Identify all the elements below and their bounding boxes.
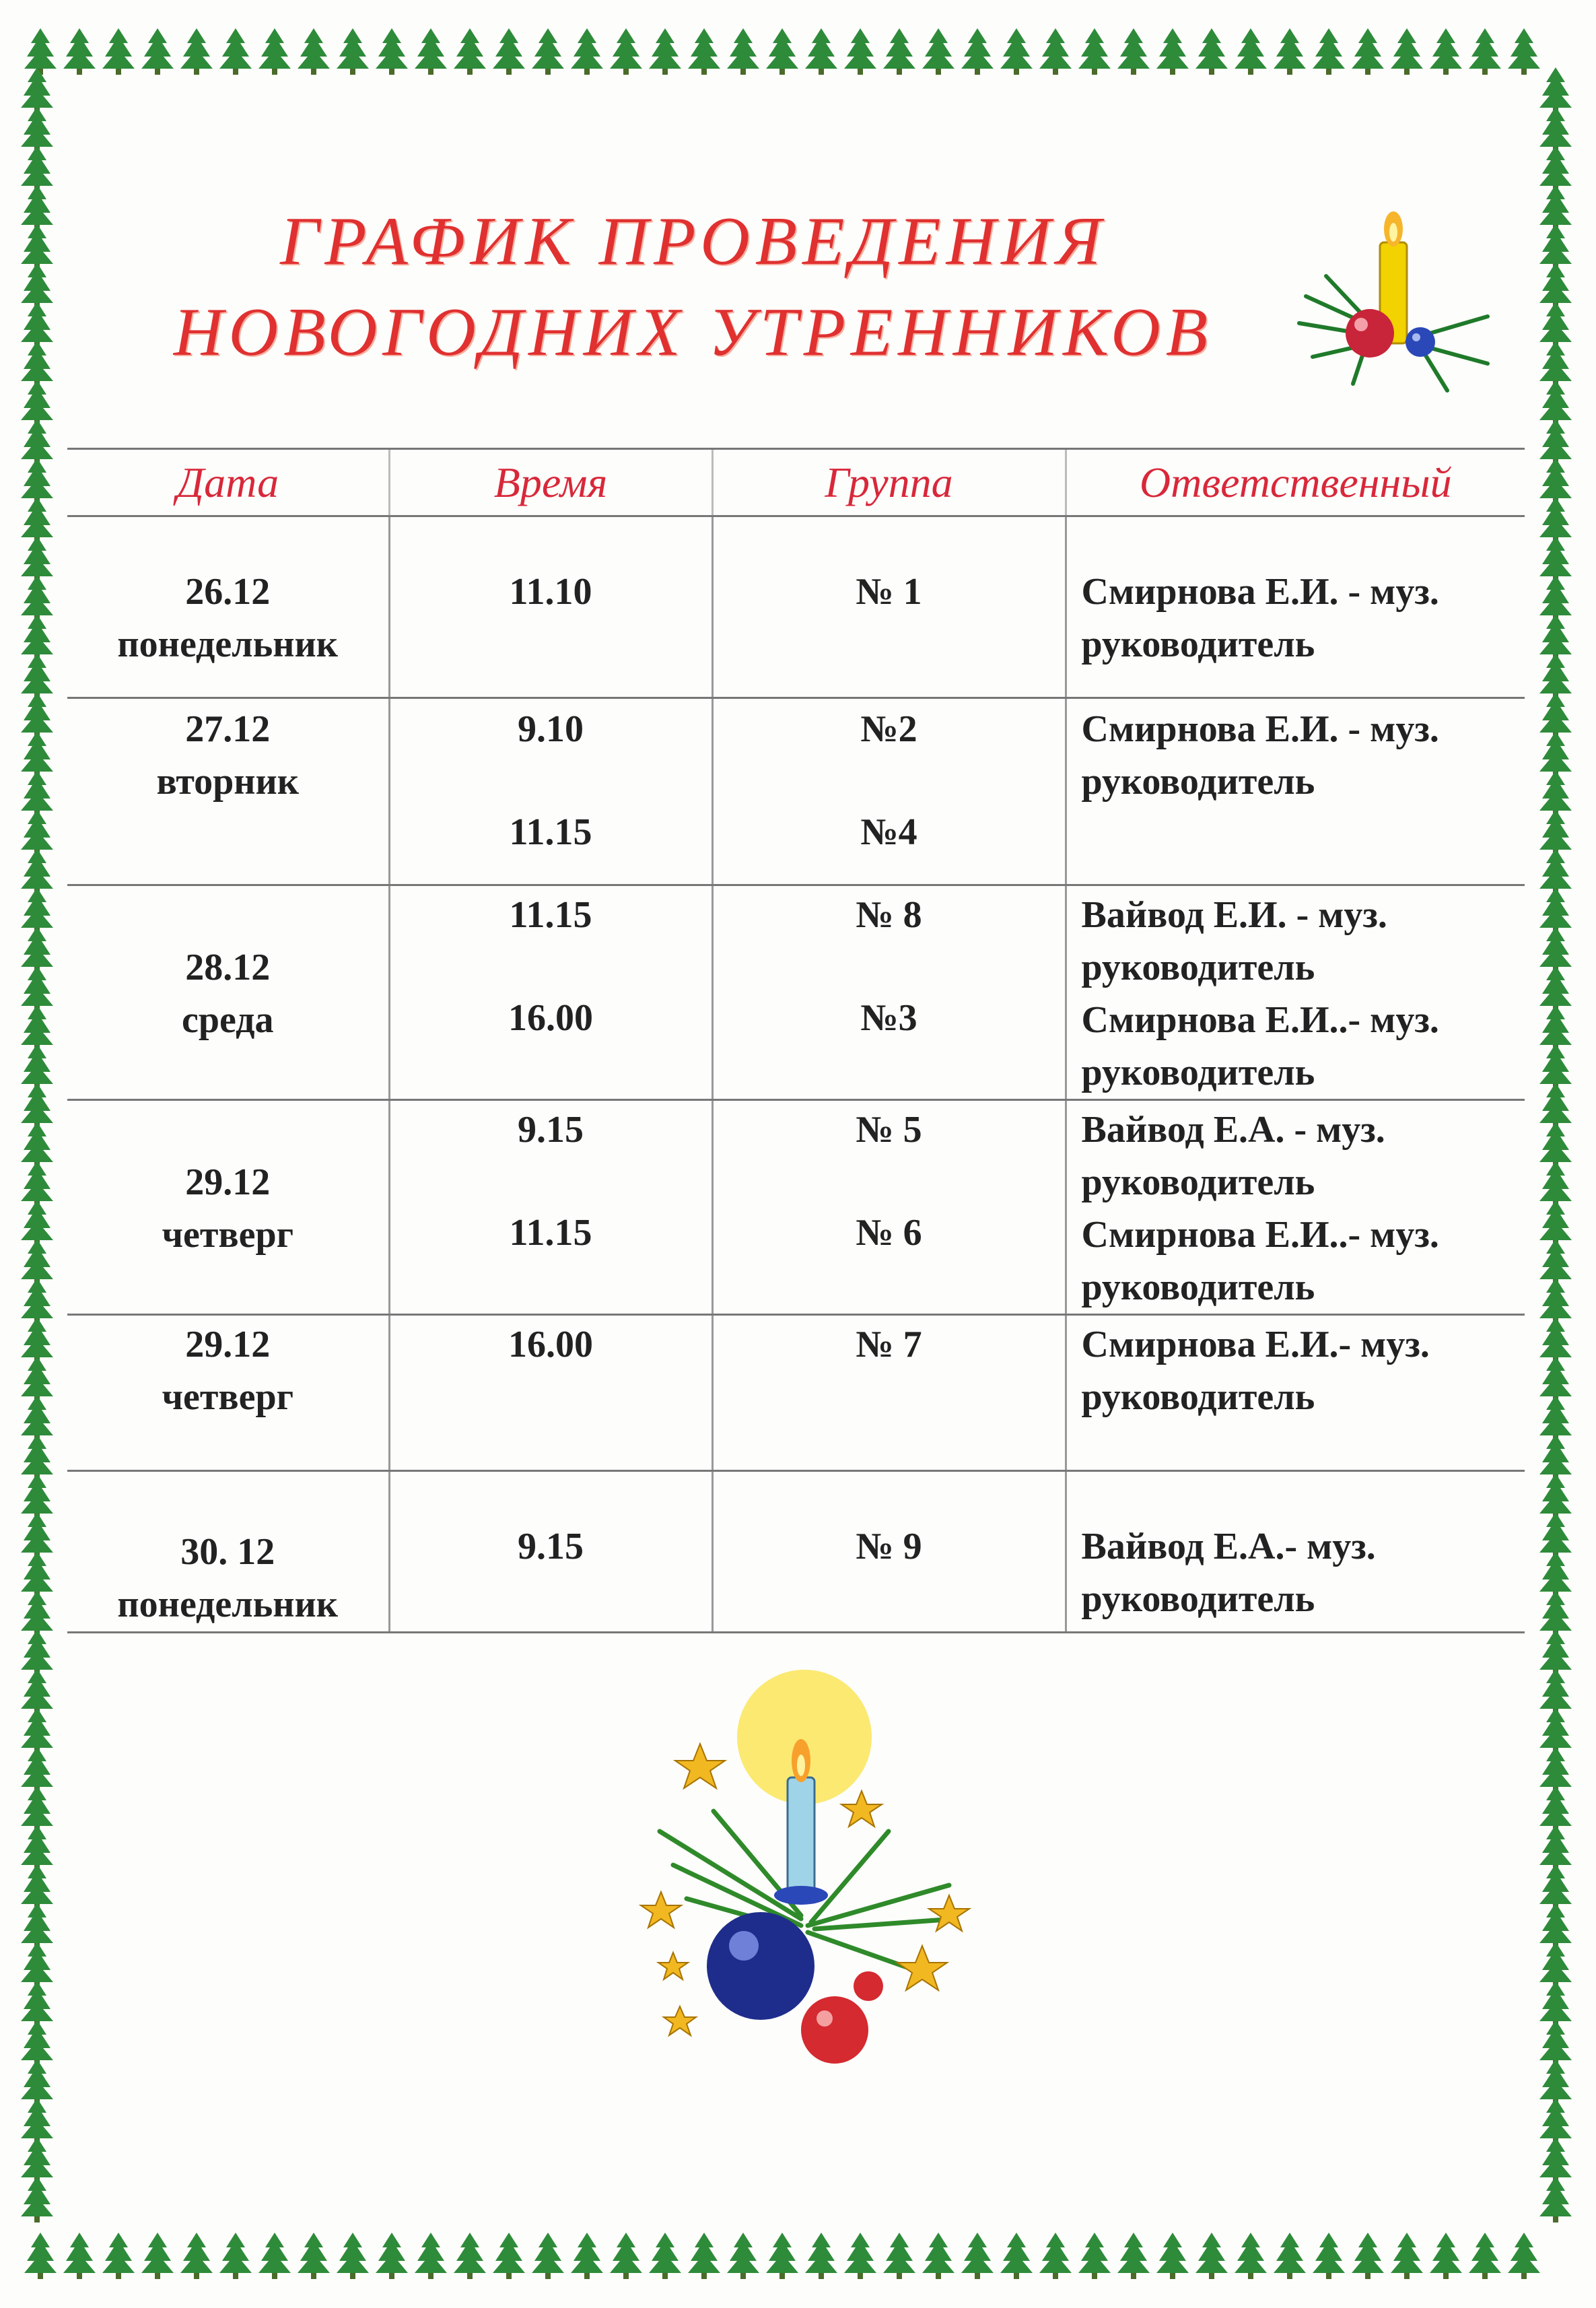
- tree-icon: [1039, 28, 1072, 75]
- tree-icon: [532, 2233, 564, 2279]
- tree-icon: [961, 28, 994, 75]
- tree-icon: [571, 28, 603, 75]
- group-cell: [712, 1100, 1066, 1315]
- tree-icon: [1469, 2233, 1501, 2279]
- tree-icon: [688, 28, 720, 75]
- tree-icon: [1469, 28, 1501, 75]
- time-cell: [389, 885, 712, 1100]
- group: №3: [860, 997, 917, 1039]
- tree-icon: [727, 2233, 759, 2279]
- time: 9.15: [518, 1526, 584, 1567]
- tree-icon: [337, 2233, 369, 2279]
- responsible-role: руководитель: [1081, 761, 1315, 803]
- tree-icon: [376, 2233, 408, 2279]
- responsible-role: руководитель: [1081, 1376, 1315, 1418]
- tree-icon: [883, 28, 915, 75]
- page-title-line-2: НОВОГОДНИХ УТРЕННИКОВ: [173, 294, 1214, 370]
- group: № 1: [856, 571, 922, 613]
- responsible-name: Смирнова Е.И. - муз.: [1081, 708, 1439, 750]
- weekday: вторник: [156, 761, 300, 803]
- tree-icon: [1235, 28, 1267, 75]
- responsible-role: руководитель: [1081, 1161, 1315, 1203]
- header-group: Группа: [712, 449, 1066, 516]
- tree-icon: [1508, 28, 1540, 75]
- responsible-role: руководитель: [1081, 1052, 1315, 1093]
- tree-icon: [1078, 2233, 1111, 2279]
- time-cell: [389, 516, 712, 698]
- tree-icon: [258, 2233, 291, 2279]
- header-responsible: Ответственный: [1066, 449, 1525, 516]
- tree-icon: [1508, 2233, 1540, 2279]
- tree-icon: [844, 28, 876, 75]
- tree-icon: [961, 2233, 994, 2279]
- time: 16.00: [508, 997, 593, 1039]
- tree-icon: [454, 2233, 486, 2279]
- responsible-name: Вайвод Е.А. - муз.: [1081, 1109, 1385, 1151]
- tree-icon: [1430, 2233, 1462, 2279]
- group: №4: [860, 811, 917, 853]
- tree-icon: [337, 28, 369, 75]
- time-cell: [389, 1100, 712, 1315]
- tree-icon: [1313, 2233, 1345, 2279]
- schedule-table: [67, 448, 1525, 1633]
- responsible-cell: [1066, 516, 1525, 698]
- group-cell: [712, 698, 1066, 885]
- responsible-role: руководитель: [1081, 623, 1315, 665]
- weekday: четверг: [162, 1376, 294, 1418]
- tree-icon: [1274, 2233, 1306, 2279]
- responsible-cell: [1066, 1471, 1525, 1633]
- responsible-name: Смирнова Е.И.- муз.: [1081, 1324, 1430, 1365]
- tree-icon: [102, 2233, 135, 2279]
- responsible-name: Смирнова Е.И..- муз.: [1081, 1214, 1439, 1256]
- weekday: понедельник: [117, 623, 339, 665]
- tree-icon: [1352, 28, 1384, 75]
- tree-icon: [24, 28, 57, 75]
- tree-icon: [610, 28, 642, 75]
- candle-ornament-icon: [1286, 195, 1501, 404]
- header-time: Время: [389, 449, 712, 516]
- tree-icon: [1039, 2233, 1072, 2279]
- tree-icon: [141, 28, 174, 75]
- tree-icon: [180, 28, 213, 75]
- tree-icon: [844, 2233, 876, 2279]
- tree-icon: [1352, 2233, 1384, 2279]
- responsible-name: Вайвод Е.А.- муз.: [1081, 1526, 1376, 1567]
- date-cell: [67, 698, 389, 885]
- responsible-role: руководитель: [1081, 1578, 1315, 1620]
- time: 11.15: [509, 1212, 592, 1254]
- tree-icon: [1000, 2233, 1033, 2279]
- time-cell: [389, 1315, 712, 1471]
- tree-icon: [219, 2233, 252, 2279]
- tree-icon: [1195, 28, 1228, 75]
- tree-icon: [219, 28, 252, 75]
- tree-icon: [1117, 2233, 1150, 2279]
- tree-icon: [1391, 28, 1423, 75]
- responsible-role: руководитель: [1081, 947, 1315, 988]
- time: 16.00: [508, 1324, 593, 1365]
- tree-icon: [376, 28, 408, 75]
- responsible-name: Смирнова Е.И..- муз.: [1081, 999, 1439, 1041]
- tree-icon: [766, 28, 798, 75]
- tree-icon: [1000, 28, 1033, 75]
- tree-icon: [1430, 28, 1462, 75]
- tree-icon: [63, 2233, 96, 2279]
- tree-icon: [298, 2233, 330, 2279]
- table-row: [67, 1100, 1525, 1315]
- time: 9.10: [518, 708, 584, 750]
- tree-icon: [1274, 28, 1306, 75]
- time: 11.10: [509, 571, 592, 613]
- group: № 8: [856, 894, 922, 936]
- tree-icon: [1235, 2233, 1267, 2279]
- tree-icon: [1391, 2233, 1423, 2279]
- date: 26.12: [185, 571, 271, 613]
- table-row: [67, 885, 1525, 1100]
- responsible-name: Вайвод Е.И. - муз.: [1081, 894, 1387, 936]
- tree-icon: [415, 28, 447, 75]
- time: 9.15: [518, 1109, 584, 1151]
- table-row: [67, 516, 1525, 698]
- tree-icon: [883, 2233, 915, 2279]
- tree-icon: [649, 28, 681, 75]
- date-cell: [67, 1471, 389, 1633]
- group-cell: [712, 516, 1066, 698]
- page-title-line-1: ГРАФИК ПРОВЕДЕНИЯ: [280, 203, 1107, 279]
- time-cell: [389, 1471, 712, 1633]
- tree-icon: [180, 2233, 213, 2279]
- candle-stars-icon: [633, 1663, 996, 2080]
- group: №2: [860, 708, 917, 750]
- tree-icon: [21, 2176, 53, 2222]
- time: 11.15: [509, 894, 592, 936]
- date: 28.12: [185, 947, 271, 988]
- weekday: среда: [182, 999, 274, 1041]
- tree-icon: [415, 2233, 447, 2279]
- tree-icon: [102, 28, 135, 75]
- tree-icon: [805, 2233, 837, 2279]
- tree-icon: [571, 2233, 603, 2279]
- tree-icon: [141, 2233, 174, 2279]
- weekday: четверг: [162, 1214, 294, 1256]
- time-cell: [389, 698, 712, 885]
- group-cell: [712, 1471, 1066, 1633]
- responsible-cell: [1066, 698, 1525, 885]
- date-cell: [67, 885, 389, 1100]
- group: № 7: [856, 1324, 922, 1365]
- tree-icon: [1195, 2233, 1228, 2279]
- group-cell: [712, 885, 1066, 1100]
- responsible-role: руководитель: [1081, 1266, 1315, 1308]
- tree-icon: [649, 2233, 681, 2279]
- responsible-cell: [1066, 885, 1525, 1100]
- table-row: [67, 698, 1525, 885]
- tree-icon: [922, 28, 955, 75]
- tree-icon: [24, 2233, 57, 2279]
- header-date: Дата: [67, 449, 389, 516]
- weekday: понедельник: [117, 1584, 339, 1625]
- tree-icon: [805, 28, 837, 75]
- date-cell: [67, 1315, 389, 1471]
- tree-icon: [766, 2233, 798, 2279]
- group: № 6: [856, 1212, 922, 1254]
- group: № 5: [856, 1109, 922, 1151]
- tree-icon: [610, 2233, 642, 2279]
- tree-icon: [1313, 28, 1345, 75]
- table-header-row: [67, 449, 1525, 516]
- group: № 9: [856, 1526, 922, 1567]
- responsible-cell: [1066, 1100, 1525, 1315]
- table-row: [67, 1315, 1525, 1471]
- tree-icon: [493, 28, 525, 75]
- tree-icon: [258, 28, 291, 75]
- time: 11.15: [509, 811, 592, 853]
- tree-icon: [922, 2233, 955, 2279]
- tree-icon: [532, 28, 564, 75]
- table-row: [67, 1471, 1525, 1633]
- tree-icon: [1078, 28, 1111, 75]
- group-cell: [712, 1315, 1066, 1471]
- tree-icon: [727, 28, 759, 75]
- tree-icon: [63, 28, 96, 75]
- date-cell: [67, 1100, 389, 1315]
- tree-icon: [298, 28, 330, 75]
- tree-icon: [1156, 28, 1189, 75]
- responsible-name: Смирнова Е.И. - муз.: [1081, 571, 1439, 613]
- date-cell: [67, 516, 389, 698]
- date: 29.12: [185, 1324, 271, 1365]
- tree-icon: [1156, 2233, 1189, 2279]
- tree-icon: [454, 28, 486, 75]
- responsible-cell: [1066, 1315, 1525, 1471]
- date: 30. 12: [180, 1531, 275, 1573]
- tree-icon: [493, 2233, 525, 2279]
- tree-icon: [1539, 2176, 1572, 2222]
- date: 29.12: [185, 1161, 271, 1203]
- tree-icon: [1117, 28, 1150, 75]
- date: 27.12: [185, 708, 271, 750]
- tree-icon: [688, 2233, 720, 2279]
